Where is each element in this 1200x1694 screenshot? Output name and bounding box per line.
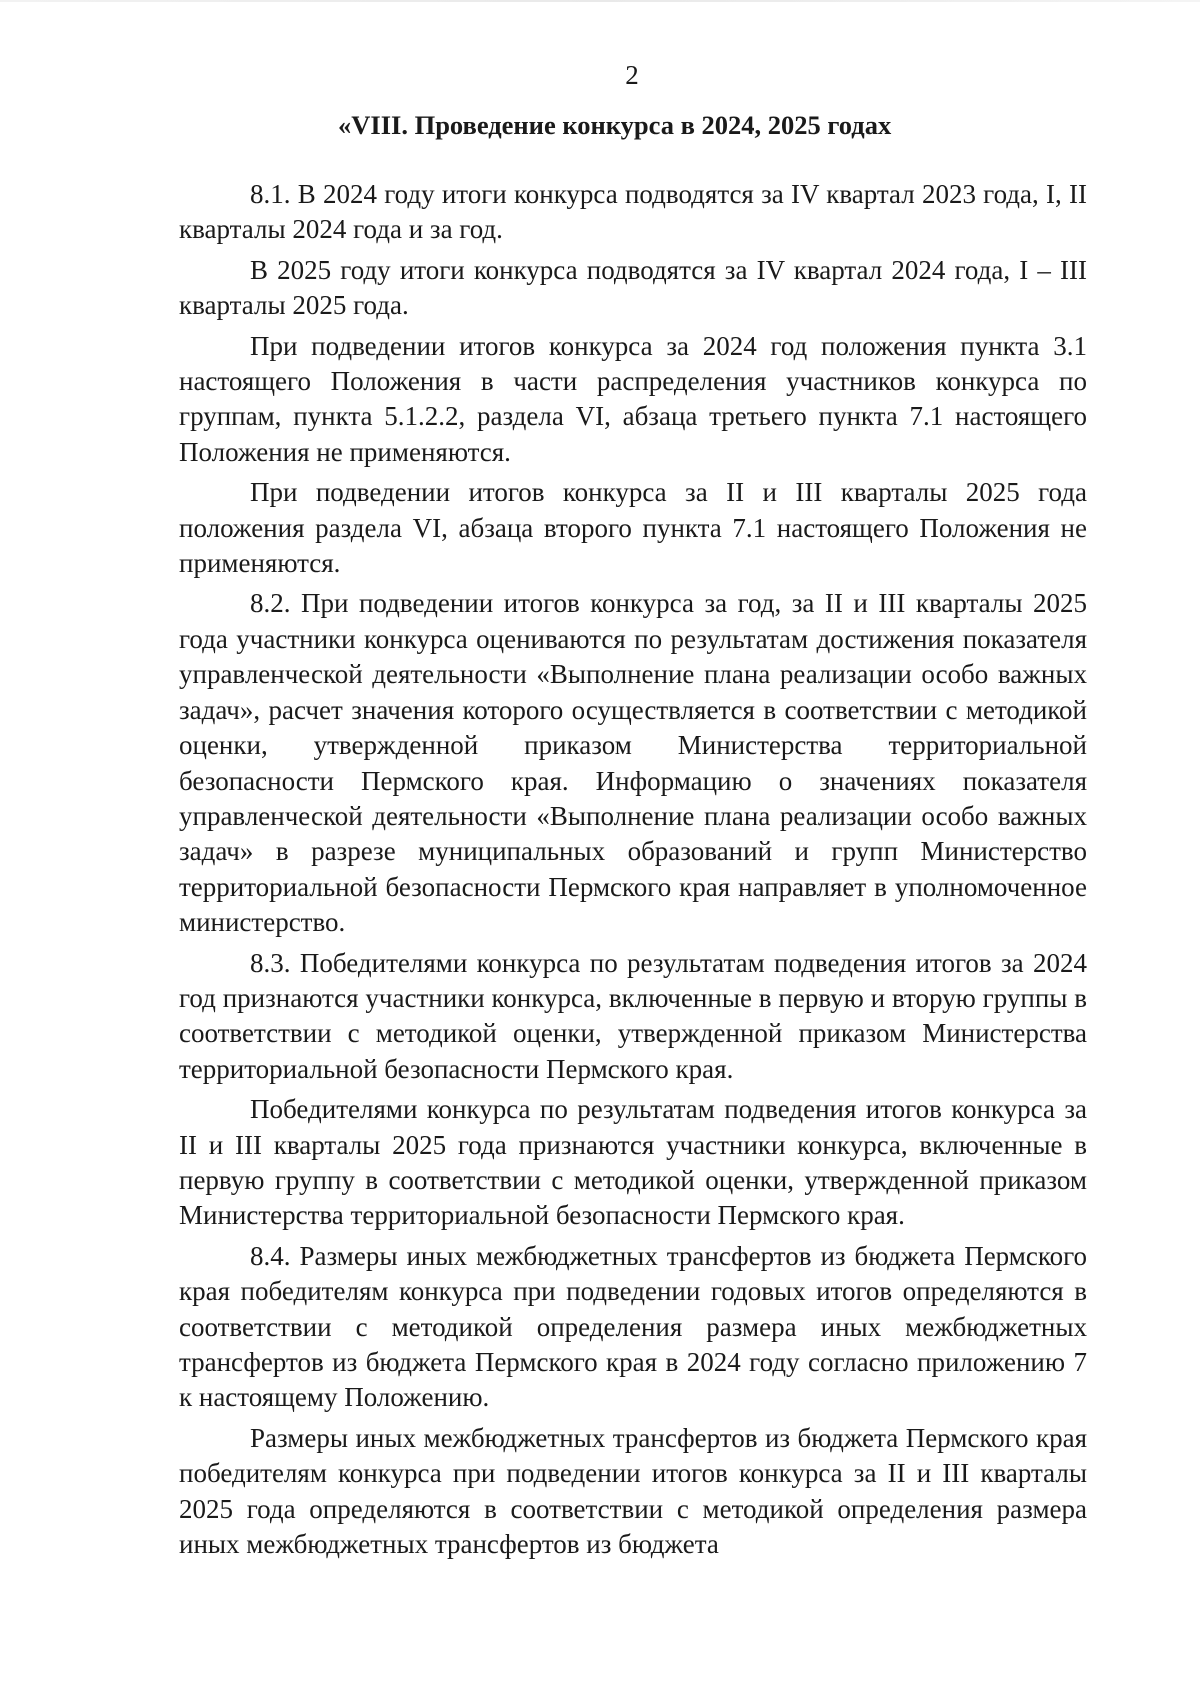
paragraph-8-2: 8.2. При подведении итогов конкурса за год, за II и III кварталы 2025 года участники конкурса оцениваются по результатам достижения показателя управленческой деятельности «Выполнение плана реализации особо важных задач», расчет значения которого осуществляется в соответствии с методикой оценки, утвержденной приказом Министерства территориальной безопасности Пермского края. Информацию о значениях показателя управленческой деятельности «Выполнение плана реализации особо важных задач» в разрезе муниципальных образований и групп Министерство территориальной безопасности Пермского края направляет в уполномоченное министерство. (179, 588, 1087, 938)
paragraph-transfer-sizes-2025: Размеры иных межбюджетных трансфертов из бюджета Пермского края победителям конкурса при подведении итогов конкурса за II и III кварталы 2025 года определяются в соответствии с методикой определения размера иных межбюджетных трансфертов из бюджета (179, 1422, 1087, 1560)
paragraph-8-3: 8.3. Победителями конкурса по результатам подведения итогов за 2024 год признаются участники конкурса, включенные в первую и вторую группы в соответствии с методикой оценки, утвержденной приказом Министерства территориальной безопасности Пермского края. (179, 947, 1087, 1084)
paragraph-2025-periods: В 2025 году итоги конкурса подводятся за IV квартал 2024 года, I – III кварталы 2025 года. (179, 254, 1087, 321)
paragraph-8-1: 8.1. В 2024 году итоги конкурса подводятся за IV квартал 2023 года, I, II кварталы 2024 года и за год. (179, 179, 1087, 245)
body-text (179, 177, 1087, 1562)
scan-edge (0, 0, 1200, 2)
paragraph-8-4: 8.4. Размеры иных межбюджетных трансфертов из бюджета Пермского края победителям конкурса при подведении годовых итогов определяются в соответствии с методикой определения размера иных межбюджетных трансфертов из бюджета Пермского края в 2024 году согласно приложению 7 к настоящему Положению. (179, 1240, 1087, 1413)
paragraph-2024-exceptions: При подведении итогов конкурса за 2024 год положения пункта 3.1 настоящего Положения в части распределения участников конкурса по группам, пункта 5.1.2.2, раздела VI, абзаца третьего пункта 7.1 настоящего Положения не применяются. (179, 330, 1087, 467)
paragraph-winners-2025: Победителями конкурса по результатам подведения итогов конкурса за II и III кварталы 2025 года признаются участники конкурса, включенные в первую группу в соответствии с методикой оценки, утвержденной приказом Министерства территориальной безопасности Пермского края. (179, 1094, 1087, 1231)
page-number: 2 (625, 60, 639, 90)
paragraph-2025-exceptions: При подведении итогов конкурса за II и III кварталы 2025 года положения раздела VI, абзаца второго пункта 7.1 настоящего Положения не применяются. (179, 477, 1087, 579)
section-heading: «VIII. Проведение конкурса в 2024, 2025 годах (338, 110, 892, 140)
